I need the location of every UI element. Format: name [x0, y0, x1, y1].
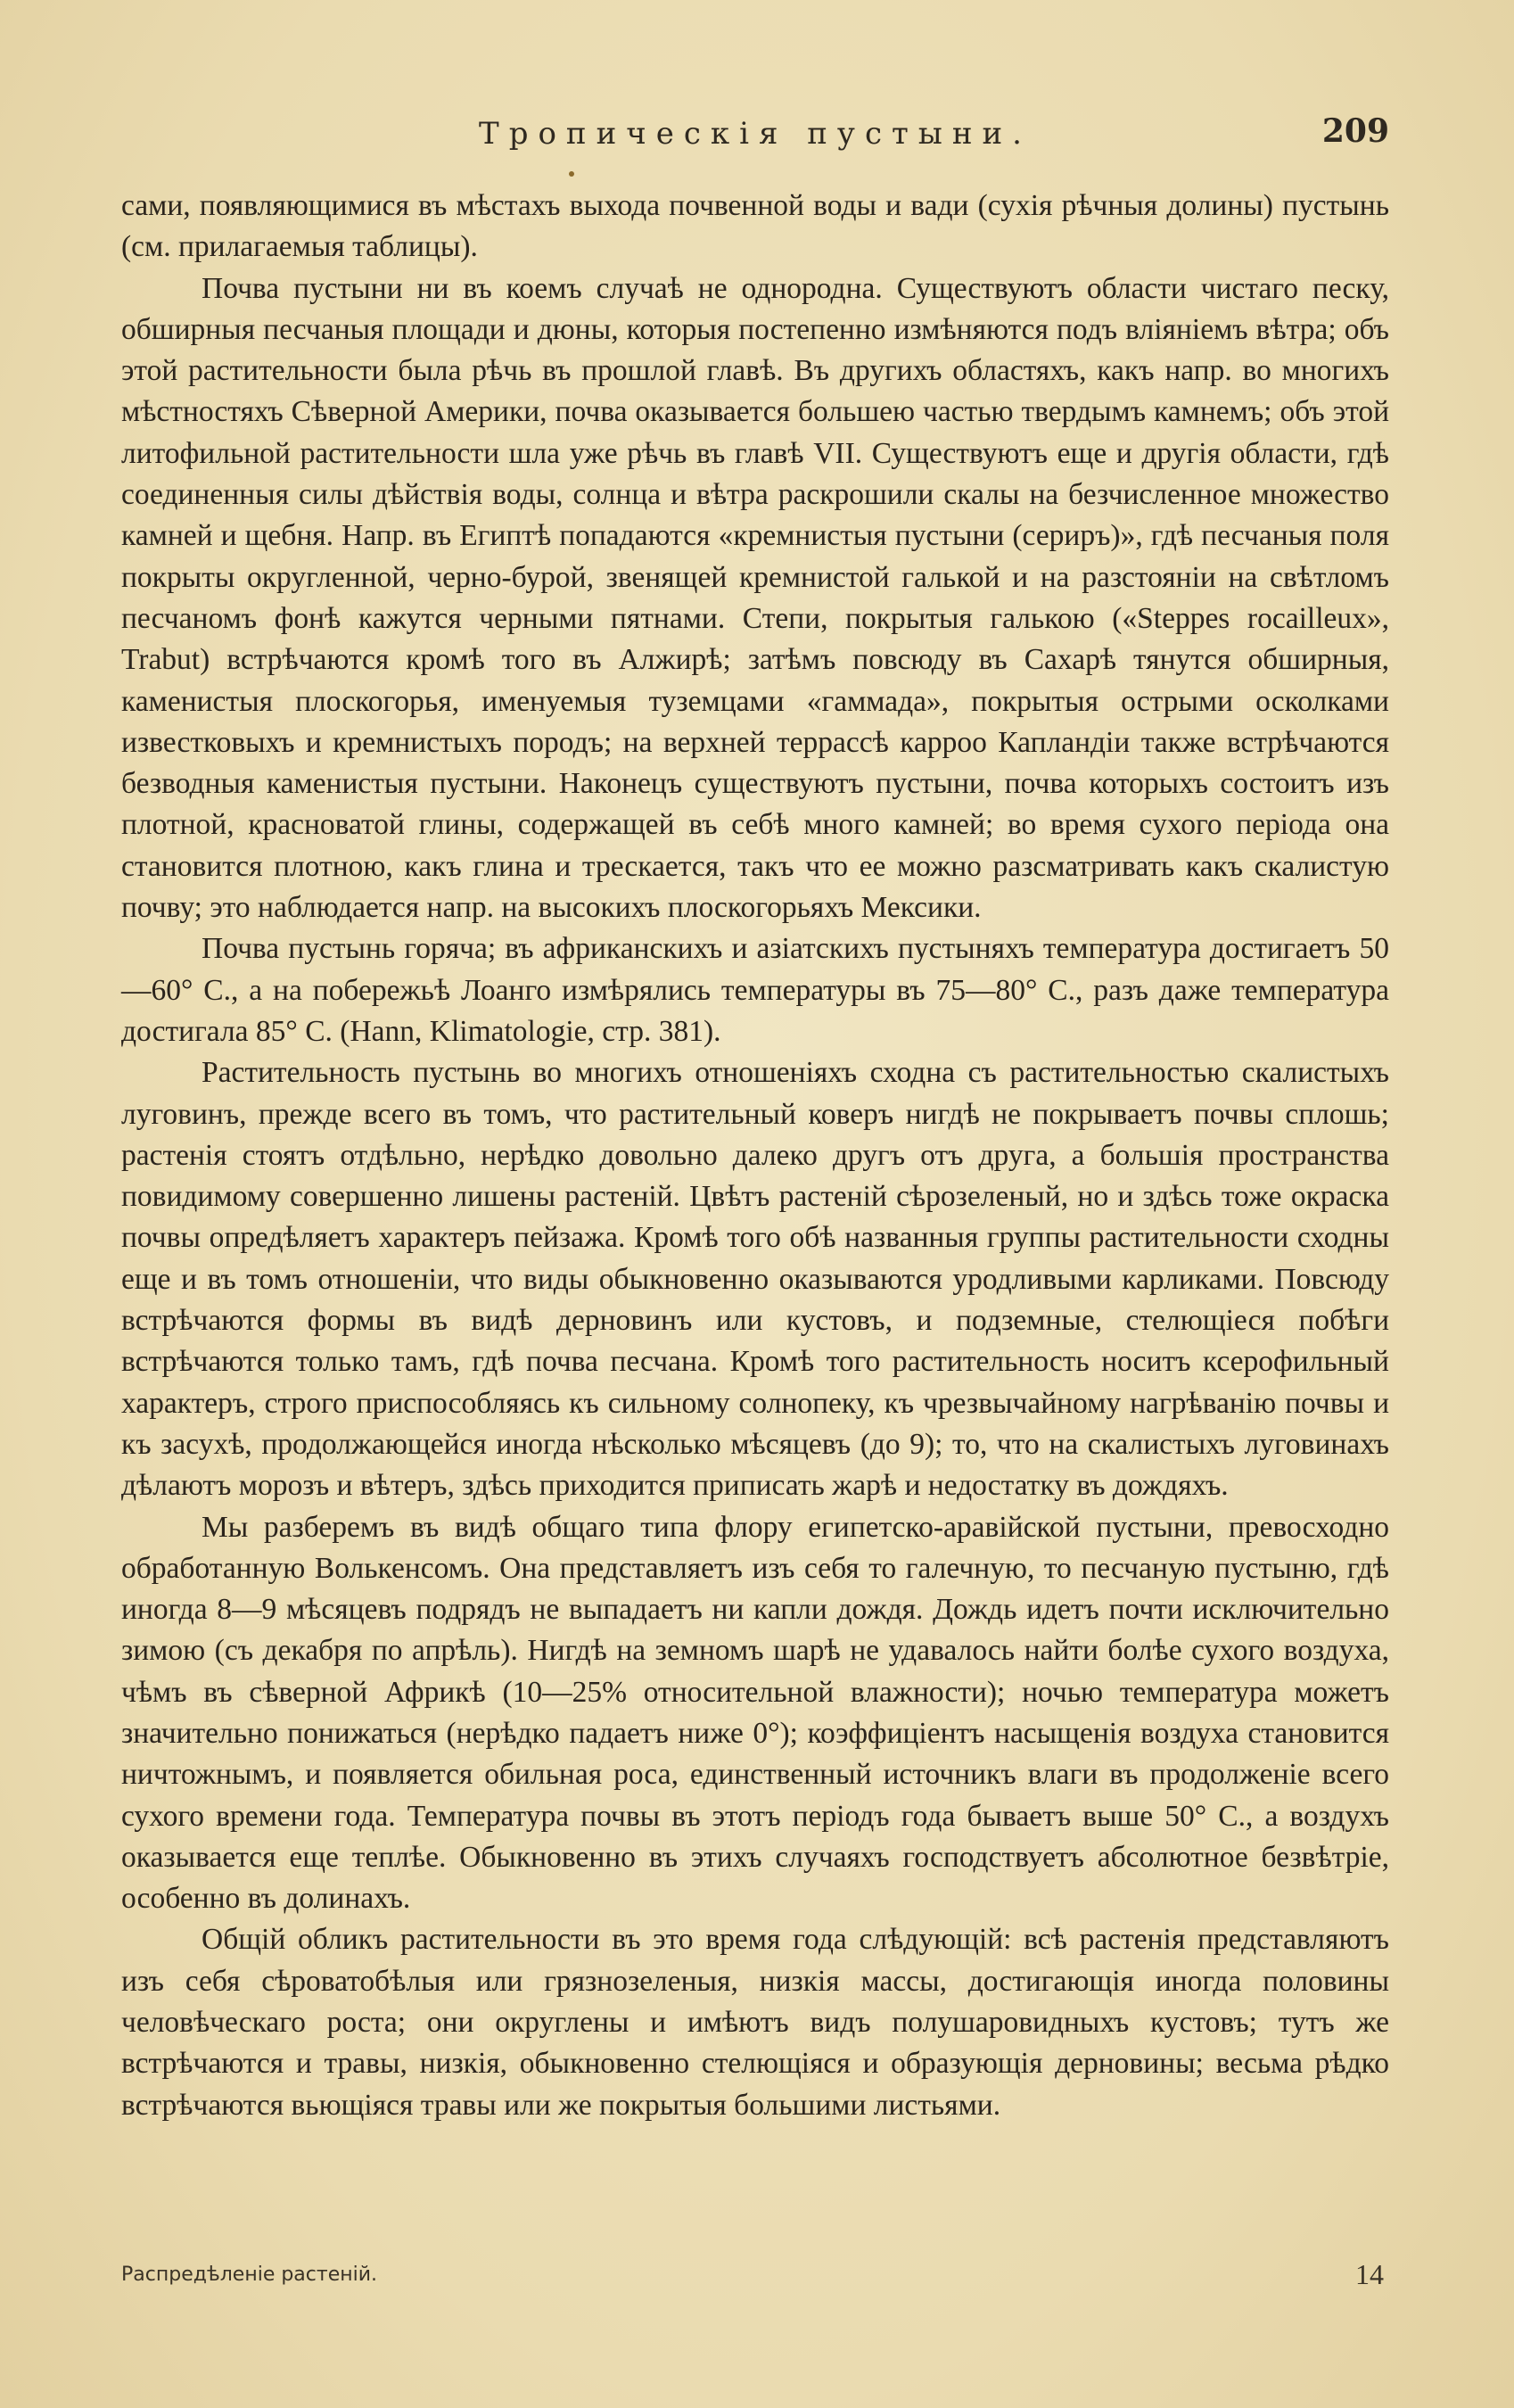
paragraph: Мы разберемъ въ видѣ общаго типа флору египетско-аравійской пустыни, превосходно обработанную Волькенсомъ. Она представляетъ изъ себя то галечную, то песчаную пустыню, гдѣ иногда 8—9 мѣсяцевъ подрядъ не выпадаетъ ни капли дождя. Дождь идетъ почти исключительно зимою (съ декабря по апрѣль). Нигдѣ на земномъ шарѣ не удавалось найти болѣе сухого воздуха, чѣмъ въ сѣверной Африкѣ (10—25% относительной влажности); ночью температура можетъ значительно понижаться (нерѣдко падаетъ ниже 0°); коэффиціентъ насыщенія воздуха становится ничтожнымъ, и появляется обильная роса, единственный источникъ влаги въ продолженіе всего сухого времени года. Температура почвы въ этотъ періодъ года бываетъ выше 50° С., а воздухъ оказывается еще теплѣе. Обыкновенно въ этихъ случаяхъ господствуетъ абсолютное безвѣтріе, особенно въ долинахъ. [121, 1510, 1389, 1916]
ink-dot-mark [569, 171, 574, 177]
page-header [121, 107, 1389, 161]
paragraph: Общій обликъ растительности въ это время года слѣдующій: всѣ растенія представляютъ изъ себя сѣроватобѣлыя или грязнозеленыя, низкія массы, достигающія иногда половины человѣческаго роста; они округлены и имѣютъ видъ полушаровидныхъ кустовъ; тутъ же встрѣчаются и травы, низкія, обыкновенно стелющіяся и образующія дерновины; весьма рѣдко встрѣчаются вьющіяся травы или же покрытыя большими листьями. [121, 1923, 1389, 2122]
signature-footer: Распредѣленіе растеній. [121, 2264, 378, 2286]
paragraph: Почва пустыни ни въ коемъ случаѣ не однородна. Существуютъ области чистаго песку, обширныя песчаныя площади и дюны, которыя постепенно измѣняются подъ вліяніемъ вѣтра; объ этой растительности была рѣчь въ прошлой главѣ. Въ другихъ областяхъ, какъ напр. во многихъ мѣстностяхъ Сѣверной Америки, почва оказывается большею частью твердымъ камнемъ; объ этой литофильной растительности шла уже рѣчь въ главѣ VII. Существуютъ еще и другія области, гдѣ соединенныя силы дѣйствія воды, солнца и вѣтра раскрошили скалы на безчисленное множество камней и щебня. Напр. въ Египтѣ попадаются «кремнистыя пустыни (сериръ)», гдѣ песчаныя поля покрыты округленной, черно-бурой, звенящей кремнистой галькой и на разстояніи на свѣтломъ песчаномъ фонѣ кажутся черными пятнами. Степи, покрытыя галькою («Steppes rocailleux», Trabut) встрѣчаются кромѣ того въ Алжирѣ; затѣмъ повсюду въ Сахарѣ тянутся обширныя, каменистыя плоскогорья, именуемыя туземцами «гаммада», покрытыя острыми осколками известковыхъ и кремнистыхъ породъ; на верхней террассѣ карроо Капландіи также встрѣчаются безводныя каменистыя пустыни. Наконецъ существуютъ пустыни, почва которыхъ состоитъ изъ плотной, красноватой глины, содержащей въ себѣ много камней; во время сухого періода она становится плотною, какъ глина и трескается, такъ что ее можно разсматривать какъ скалистую почву; это наблюдается напр. на высокихъ плоскогорьяхъ Мексики. [121, 271, 1389, 925]
sheet-number: 14 [1355, 2258, 1384, 2290]
page-number: 209 [1321, 112, 1389, 150]
body-text [121, 186, 1389, 2126]
paragraph: Растительность пустынь во многихъ отношеніяхъ сходна съ растительностью скалистыхъ луговинъ, прежде всего въ томъ, что растительный коверъ нигдѣ не покрываетъ почвы сплошь; растенія стоятъ отдѣльно, нерѣдко довольно далеко другъ отъ друга, а большія пространства повидимому совершенно лишены растеній. Цвѣтъ растеній сѣрозеленый, но и здѣсь тоже окраска почвы опредѣляетъ характеръ пейзажа. Кромѣ того обѣ названныя группы растительности сходны еще и въ томъ отношеніи, что виды обыкновенно оказываются уродливыми карликами. Повсюду встрѣчаются формы въ видѣ дерновинъ или кустовъ, и подземные, стелющіеся побѣги встрѣчаются только тамъ, гдѣ почва песчана. Кромѣ того растительность носитъ ксерофильный характеръ, строго приспособляясь къ сильному солнопеку, къ чрезвычайному нагрѣванію почвы и къ засухѣ, продолжающейся иногда нѣсколько мѣсяцевъ (до 9); то, что на скалистыхъ луговинахъ дѣлаютъ морозъ и вѣтеръ, здѣсь приходится приписать жарѣ и недостатку въ дождяхъ. [121, 1056, 1389, 1503]
paragraph: Почва пустынь горяча; въ африканскихъ и азіатскихъ пустыняхъ температура достигаетъ 50—60° С., а на побережьѣ Лоанго измѣрялись температуры въ 75—80° С., разъ даже температура достигала 85° С. (Hann, Klimatologie, стр. 381). [121, 932, 1389, 1048]
paragraph: сами, появляющимися въ мѣстахъ выхода почвенной воды и вади (сухія рѣчныя долины) пустынь (см. прилагаемыя таблицы). [121, 189, 1389, 264]
running-title: Тропическія пустыни. [479, 116, 1032, 152]
